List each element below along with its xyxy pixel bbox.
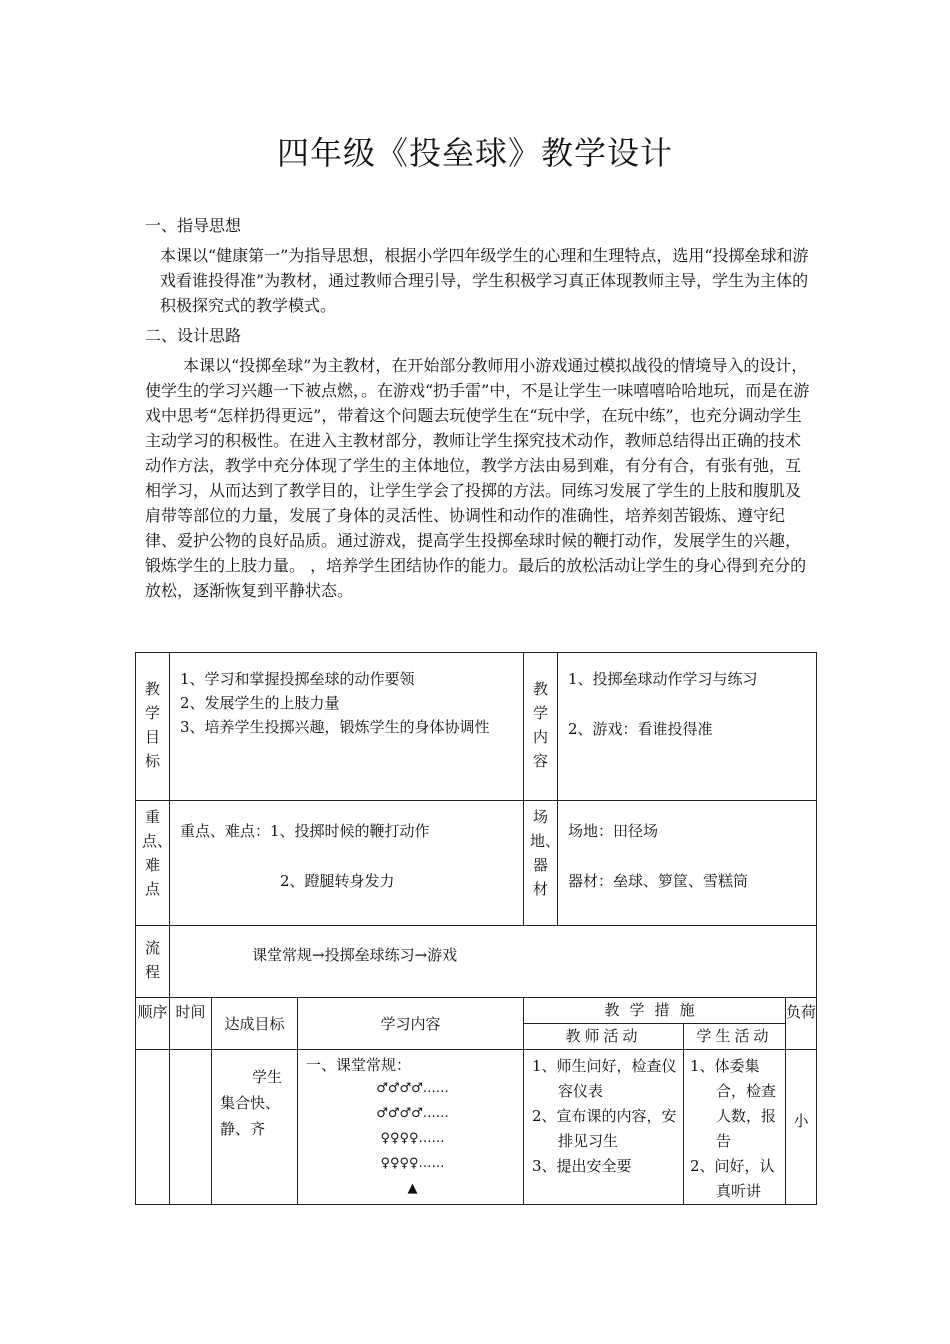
- goals-cell: [170, 653, 524, 801]
- header-time: 时间: [170, 998, 212, 1050]
- header-student: 学生活动: [684, 1024, 786, 1050]
- section-heading-guiding: 一、指导思想: [145, 216, 242, 235]
- section-heading-design: 二、设计思路: [145, 326, 242, 345]
- content-cell: [558, 653, 817, 801]
- header-measures: 教学措施: [524, 998, 786, 1024]
- key-label: 重点、难点: [136, 801, 170, 926]
- teacher-item: 1、师生问好，检查仪容仪表: [532, 1057, 677, 1100]
- content-item: 1、投掷垒球动作学习与练习: [568, 670, 758, 688]
- header-study: 学习内容: [298, 998, 524, 1050]
- content-label: 教学内容: [524, 653, 558, 801]
- key-cell: [170, 801, 524, 926]
- flow-label: 流程: [136, 926, 170, 998]
- key-item: 2、蹬腿转身发力: [280, 872, 395, 890]
- equipment-text: 器材：垒球、箩筐、雪糕筒: [568, 872, 749, 890]
- section-text-design: 本课以“投掷垒球”为主教材，在开始部分教师用小游戏通过模拟战役的情境导入的设计，使学生的学习兴趣一下被点燃，。在游戏“扔手雷”中，不是让学生一味嘻嘻哈哈地玩，而是在游戏中思考“怎样扔得更远”，带着这个问题去玩使学生在“玩中学，在玩中练”，也充分调动学生主动学习的积极性。在进入主教材部分，教师让学生探究技术动作，教师总结得出正确的技术动作方法，教学中充分体现了学生的主体地位，教学方法由易到难，有分有合，有张有弛，互相学习，从而达到了教学目的，让学生学会了投掷的方法。同练习发展了学生的上肢和腹肌及肩带等部位的力量，发展了身体的灵活性、协调性和动作的准确性，培养刻苦锻炼、遵守纪律、爱护公物的良好品质。通过游戏，提高学生投掷垒球时候的鞭打动作，发展学生的兴趣，锻炼学生的上肢力量。 ，培养学生团结协作的能力。最后的放松活动让学生的身心得到充分的放松，逐渐恢复到平静状态。: [145, 356, 810, 600]
- goal-item: 2、发展学生的上肢力量: [180, 694, 340, 712]
- header-target: 达成目标: [212, 998, 298, 1050]
- row1-study: [298, 1050, 524, 1205]
- goals-label: 教学目标: [136, 653, 170, 801]
- goal-item: 3、培养学生投掷兴趣，锻炼学生的身体协调性: [180, 718, 490, 736]
- section-text-guiding: 本课以“健康第一”为指导思想，根据小学四年级学生的心理和生理特点，选用“投掷垒球和游戏看谁投得准”为教材，通过教师合理引导，学生积极学习真正体现教师主导，学生为主体的积极探究式的教学模式。: [160, 246, 809, 315]
- flow-text: 课堂常规→投掷垒球练习→游戏: [170, 926, 817, 998]
- venue-text: 场地：田径场: [568, 822, 659, 840]
- content-item: 2、游戏：看谁投得准: [568, 720, 713, 738]
- venue-cell: [558, 801, 817, 926]
- teacher-item: 2、宣布课的内容，安排见习生: [532, 1107, 677, 1150]
- goal-item: 1、学习和掌握投掷垒球的动作要领: [180, 670, 415, 688]
- teacher-item: 3、提出安全要: [532, 1157, 632, 1175]
- formation-row: ♂♂♂♂……: [376, 1081, 449, 1096]
- row1-time: [170, 1050, 212, 1205]
- formation-row: ♀♀♀♀……: [380, 1156, 445, 1171]
- row1-target: 学生集合快、静、齐: [212, 1050, 298, 1205]
- row1-load: 小: [786, 1050, 817, 1205]
- key-item: 重点、难点：1、投掷时候的鞭打动作: [180, 822, 430, 840]
- row1-student: [684, 1050, 786, 1205]
- venue-label: 场地、器材: [524, 801, 558, 926]
- formation-row: ♂♂♂♂……: [376, 1106, 449, 1121]
- header-load: 负荷: [786, 998, 817, 1050]
- header-order: 顺序: [136, 998, 170, 1050]
- row1-order: [136, 1050, 170, 1205]
- study-title: 一、课堂常规：: [306, 1056, 412, 1074]
- row1-teacher: [524, 1050, 684, 1205]
- student-item: 2、问好，认真听讲: [690, 1157, 775, 1200]
- formation-row: ♀♀♀♀……: [380, 1131, 445, 1146]
- page-title: 四年级《投垒球》教学设计: [276, 134, 673, 172]
- teacher-position-icon: ▲: [407, 1181, 418, 1196]
- student-item: 1、体委集合，检查人数，报告: [690, 1057, 777, 1150]
- header-teacher: 教师活动: [524, 1024, 684, 1050]
- lesson-plan-table: [135, 652, 817, 1205]
